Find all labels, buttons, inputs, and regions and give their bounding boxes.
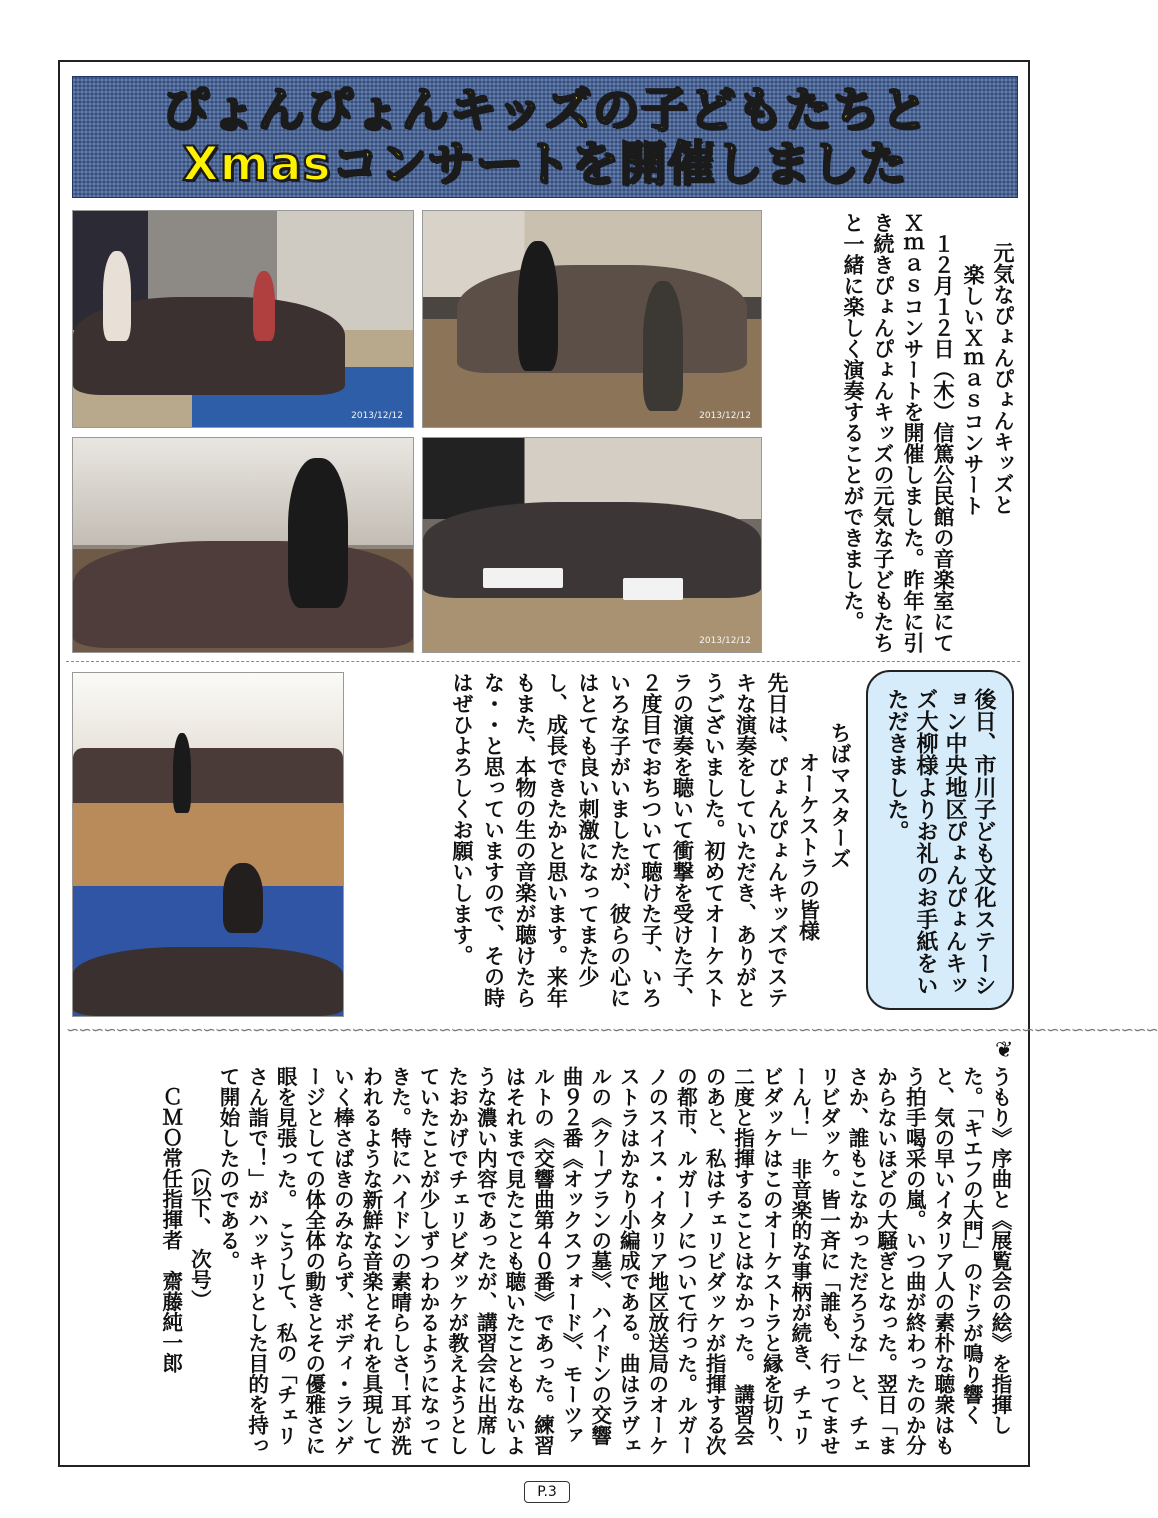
photo-kids-audience — [72, 210, 414, 428]
photo-date-stamp: 2013/12/12 — [699, 411, 751, 421]
photo-date-stamp: 2013/12/12 — [699, 636, 751, 646]
page-number: P.3 — [524, 1481, 570, 1503]
letter-addressee-1: ちばマスターズ — [828, 722, 853, 869]
conductor-essay — [72, 1066, 1014, 1460]
photo-orchestra-violins — [72, 437, 414, 653]
banner-title-line1: ぴょんぴょんキッズの子どもたちと — [161, 83, 929, 138]
intro-heading-1: 元気なぴょんぴょんキッズと — [991, 242, 1016, 515]
photo-conductor-rehearsal — [422, 210, 762, 428]
essay-body: うもり》序曲と《展覧会の絵》を指揮した。「キエフの大門」のドラが鳴り響くと、気の早いイタリア人の素朴な聴衆はもう拍手喝采の嵐。いつ曲が終わったのか分からないほどの大騒ぎとなった。翌日「まさか、誰もこなかっただろうな」と、チェリビダッケ。皆一斉に「誰も、行ってませーん！」 非音楽的な事柄が続き、チェリビダッケはこのオーケストラと縁を切り、二度と指揮することはなかった。 講習会のあと、私はチェリビダッケが指揮する次の都市、ルガーノについて行った。ルガーノのスイス・イタリア地区放送局のオーケストラはかなり小編成である。曲はラヴェルの《クープランの墓》、ハイドンの交響曲９２番《オックスフォード》、モーツァルトの《交響曲第４０番》であった。練習はそれまで見たことも聴いたこともないような濃い内容であったが、講習会に出席したおかげでチェリビダッケが教えようとしていたことが少しずつわかるようになってきた。特にハイドンの素晴らしさ！耳が洗われるような新鮮な音楽とそれを具現していく棒さばきのみならず、ボディ・ランゲージとしての体全体の動きとその優雅さに眼を見張った。 こうして、私の「チェリさん詣で！」がハッキリとした目的を持って開始したのである。 — [215, 1066, 1012, 1456]
thank-you-note-callout — [866, 670, 1014, 1010]
intro-body: １２月１２日（木）信篤公民館の音楽室にてＸｍａｓコンサートを開催しました。昨年に引き続きぴょんぴょんキッズの元気な子どもたちと一緒に楽しく演奏することができました。 — [841, 212, 956, 653]
photo-date-stamp: 2013/12/12 — [351, 411, 403, 421]
essay-author: ＣＭＯ常任指揮者 齋藤純一郎 — [158, 1086, 183, 1373]
intro-heading-2: 楽しいＸｍａｓコンサート — [961, 264, 986, 516]
thank-you-letter — [356, 672, 856, 1017]
letter-addressee-2: オーケストラの皆様 — [796, 752, 822, 941]
title-banner — [72, 76, 1018, 198]
section-divider — [66, 661, 1020, 662]
photo-kids-watching-orchestra — [72, 672, 344, 1017]
intro-article — [778, 212, 1018, 657]
wave-divider: ∽∽∽∽∽∽∽∽∽∽∽∽∽∽∽∽∽∽∽∽∽∽∽∽∽∽∽∽∽∽∽∽∽∽∽∽∽∽∽∽∽∽∽∽∽∽∽∽∽∽∽∽∽∽∽∽∽∽∽∽∽∽∽∽∽∽∽∽∽∽∽∽∽∽∽∽∽∽∽∽∽∽∽∽∽∽∽∽ — [66, 1020, 1158, 1039]
essay-continued: （以下、 次号） — [187, 1156, 212, 1310]
photo-wide-hall — [422, 437, 762, 653]
curl-ornament-icon: ❦ — [995, 1038, 1014, 1063]
banner-title-line2: Xmasコンサートを開催しました — [182, 137, 908, 192]
letter-body: 先日は、ぴょんぴょんキッズでステキな演奏をしていただき、ありがとうございました。初めてオーケストラの演奏を聴いて衝撃を受けた子、２度目でおちついて聴けた子、いろいろな子がいましたが、彼らの心にはとても良い刺激になってまた少し、成長できたかと思います。来年もまた、本物の生の音楽が聴けたらな・・と思っていますので、その時はぜひよろしくお願いします。 — [450, 672, 790, 1008]
callout-text: 後日、市川子ども文化ステーション中央地区ぴょんぴょんキッズ大柳様よりお礼のお手紙をいただきました。 — [884, 688, 997, 996]
